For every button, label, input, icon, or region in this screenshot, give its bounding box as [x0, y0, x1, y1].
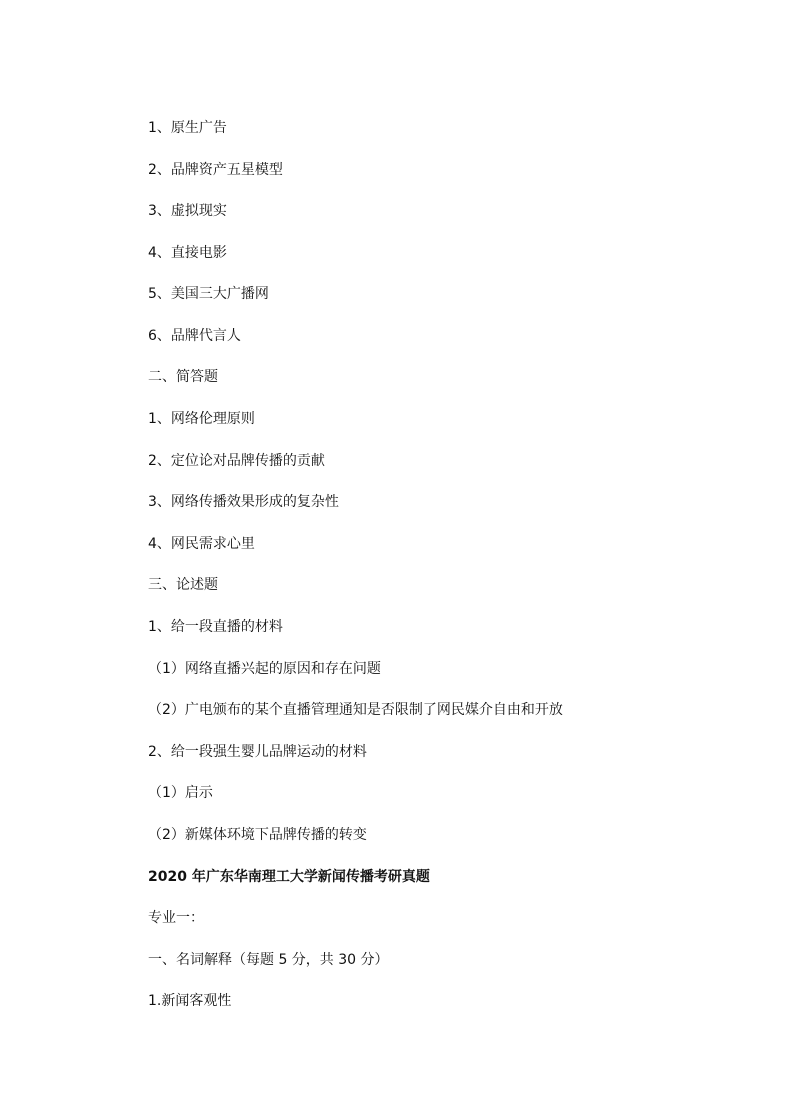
short-answer-item-1: 1、网络伦理原则 [148, 411, 255, 427]
subject-label: 专业一： [148, 910, 204, 926]
short-answer-item-2: 2、定位论对品牌传播的贡献 [148, 453, 325, 469]
term-item-2: 2、品牌资产五星模型 [148, 162, 283, 178]
short-answer-item-3: 3、网络传播效果形成的复杂性 [148, 494, 339, 510]
short-answer-item-4: 4、网民需求心里 [148, 536, 255, 552]
essay-item-2-sub-1: （1）启示 [148, 785, 213, 801]
essay-item-2: 2、给一段强生婴儿品牌运动的材料 [148, 744, 367, 760]
term-item-6: 6、品牌代言人 [148, 328, 241, 344]
term-item-5: 5、美国三大广播网 [148, 286, 269, 302]
section-heading-terms: 一、名词解释（每题 5 分，共 30 分） [148, 952, 389, 968]
essay-item-2-sub-2: （2）新媒体环境下品牌传播的转变 [148, 827, 367, 843]
section-heading-essay: 三、论述题 [148, 577, 218, 593]
essay-item-1-sub-2: （2）广电颁布的某个直播管理通知是否限制了网民媒介自由和开放 [148, 702, 563, 718]
term-question-1: 1.新闻客观性 [148, 993, 232, 1009]
essay-item-1: 1、给一段直播的材料 [148, 619, 283, 635]
exam-title: 2020 年广东华南理工大学新闻传播考研真题 [148, 869, 430, 885]
term-item-1: 1、原生广告 [148, 120, 227, 136]
term-item-4: 4、直接电影 [148, 245, 227, 261]
essay-item-1-sub-1: （1）网络直播兴起的原因和存在问题 [148, 661, 381, 677]
term-item-3: 3、虚拟现实 [148, 203, 227, 219]
section-heading-short-answer: 二、简答题 [148, 369, 218, 385]
